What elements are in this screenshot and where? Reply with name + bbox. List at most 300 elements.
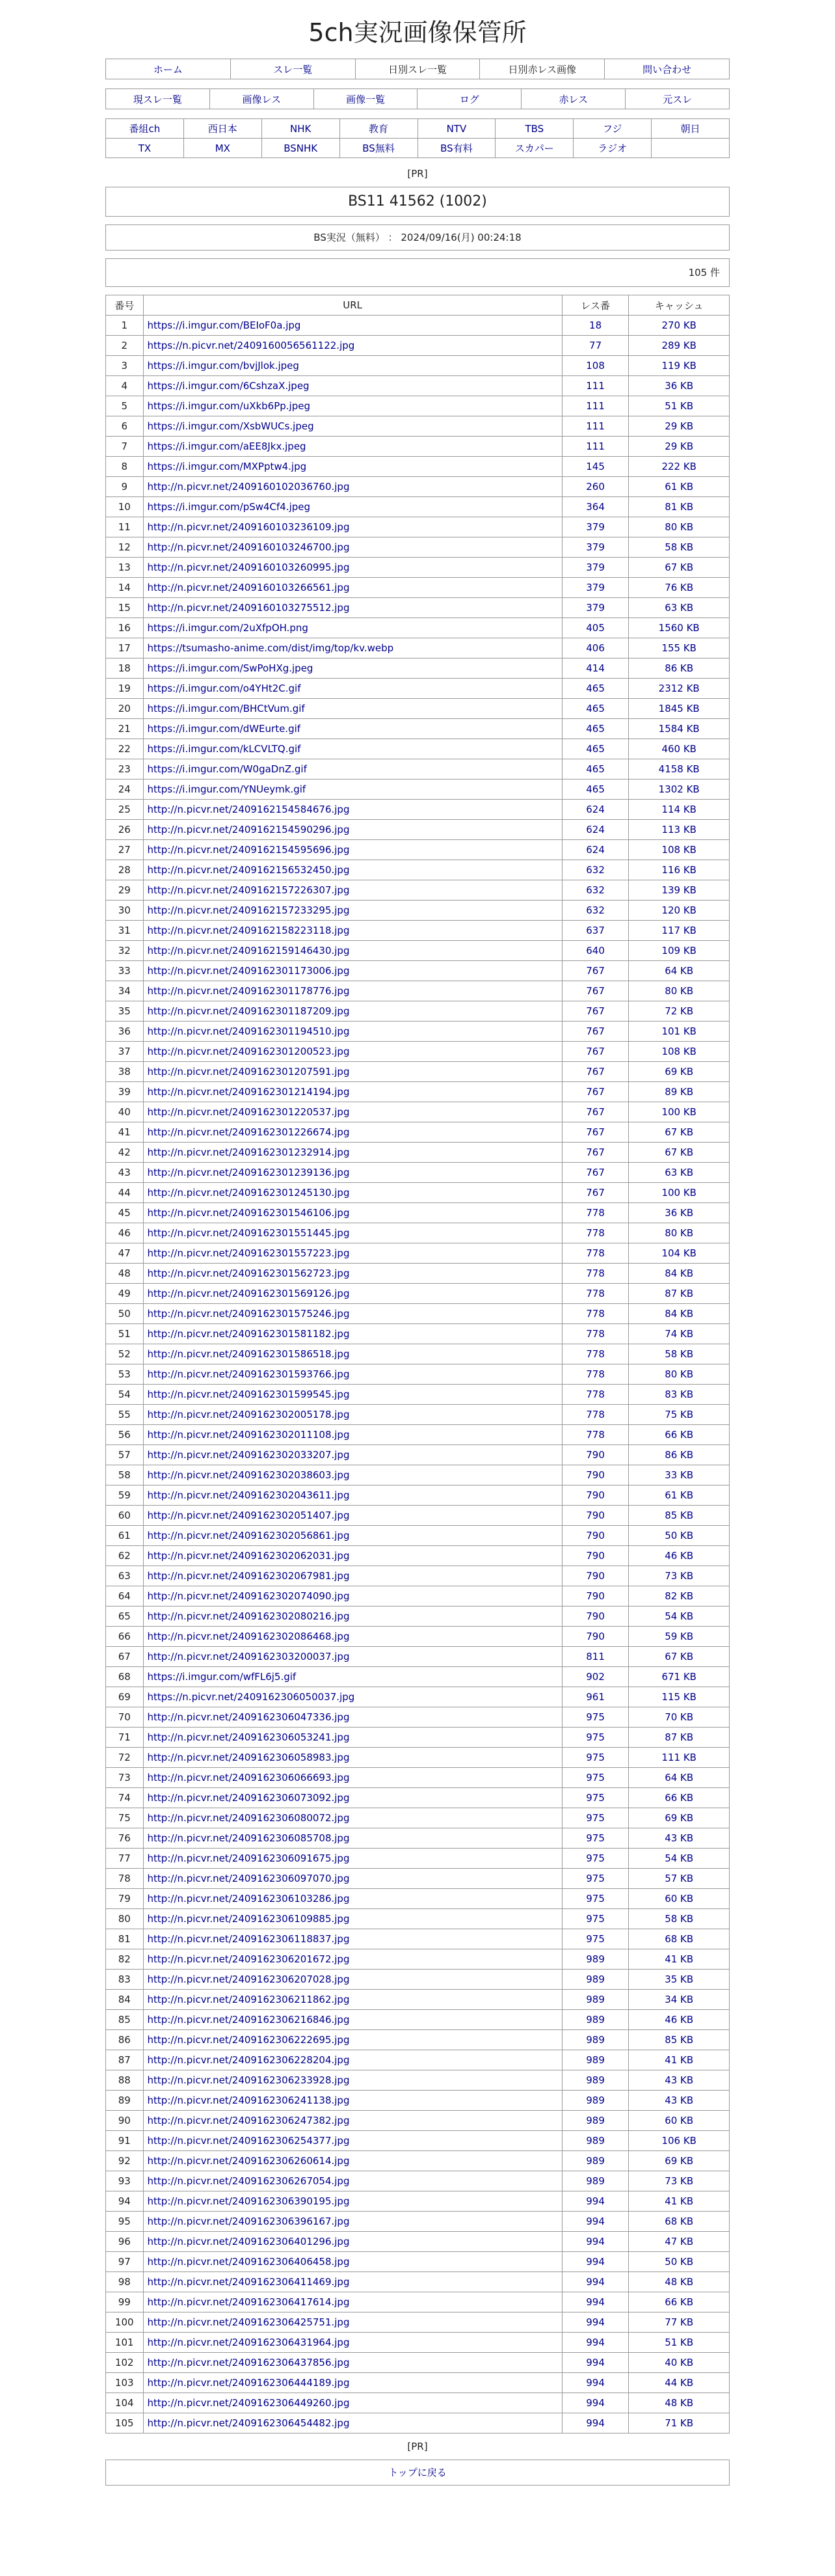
cache-size[interactable]: 155 KB bbox=[629, 638, 730, 658]
cache-size[interactable]: 72 KB bbox=[629, 1001, 730, 1022]
image-url-link[interactable]: http://n.picvr.net/2409162306053241.jpg bbox=[147, 1731, 350, 1743]
nav-link[interactable]: 現スレ一覧 bbox=[133, 93, 182, 105]
image-url-link[interactable]: http://n.picvr.net/2409162302011108.jpg bbox=[147, 1429, 350, 1441]
cache-size[interactable]: 70 KB bbox=[629, 1707, 730, 1728]
cache-size[interactable]: 51 KB bbox=[629, 396, 730, 416]
res-number[interactable]: 637 bbox=[562, 921, 629, 941]
cache-size[interactable]: 69 KB bbox=[629, 1062, 730, 1082]
cache-size[interactable]: 460 KB bbox=[629, 739, 730, 759]
cache-size[interactable]: 67 KB bbox=[629, 1122, 730, 1143]
cache-size[interactable]: 41 KB bbox=[629, 1949, 730, 1970]
cache-size[interactable]: 41 KB bbox=[629, 2050, 730, 2070]
image-url-link[interactable]: https://i.imgur.com/SwPoHXg.jpeg bbox=[147, 662, 313, 674]
image-url-link[interactable]: http://n.picvr.net/2409162302067981.jpg bbox=[147, 1570, 350, 1582]
res-number[interactable]: 902 bbox=[562, 1667, 629, 1687]
image-url-link[interactable]: http://n.picvr.net/2409162306449260.jpg bbox=[147, 2397, 350, 2409]
res-number[interactable]: 405 bbox=[562, 618, 629, 638]
channel-cell[interactable] bbox=[418, 139, 496, 158]
nav-link[interactable]: 問い合わせ bbox=[643, 63, 692, 75]
nav-cell[interactable] bbox=[313, 89, 418, 109]
res-number[interactable]: 989 bbox=[562, 2070, 629, 2091]
res-number[interactable]: 994 bbox=[562, 2212, 629, 2232]
cache-size[interactable]: 115 KB bbox=[629, 1687, 730, 1707]
cache-size[interactable]: 75 KB bbox=[629, 1405, 730, 1425]
res-number[interactable]: 989 bbox=[562, 2111, 629, 2131]
cache-size[interactable]: 41 KB bbox=[629, 2191, 730, 2212]
channel-link[interactable]: スカパー bbox=[514, 142, 554, 154]
image-url-link[interactable]: http://n.picvr.net/2409162301557223.jpg bbox=[147, 1247, 350, 1259]
image-url-link[interactable]: http://n.picvr.net/2409162154590296.jpg bbox=[147, 824, 350, 835]
res-number[interactable]: 108 bbox=[562, 356, 629, 376]
res-number[interactable]: 111 bbox=[562, 396, 629, 416]
cache-size[interactable]: 69 KB bbox=[629, 2151, 730, 2171]
res-number[interactable]: 465 bbox=[562, 679, 629, 699]
res-number[interactable]: 778 bbox=[562, 1223, 629, 1243]
image-url-link[interactable]: http://n.picvr.net/2409162158223118.jpg bbox=[147, 925, 350, 936]
image-url-link[interactable]: https://i.imgur.com/wfFL6j5.gif bbox=[147, 1671, 297, 1683]
image-url-link[interactable]: http://n.picvr.net/2409162157233295.jpg bbox=[147, 904, 350, 916]
image-url-link[interactable]: https://i.imgur.com/YNUeymk.gif bbox=[147, 783, 306, 795]
res-number[interactable]: 465 bbox=[562, 759, 629, 780]
channel-link[interactable]: MX bbox=[215, 142, 230, 154]
cache-size[interactable]: 87 KB bbox=[629, 1728, 730, 1748]
image-url-link[interactable]: http://n.picvr.net/2409162301575246.jpg bbox=[147, 1308, 350, 1320]
channel-link[interactable]: 西日本 bbox=[207, 123, 237, 135]
image-url-link[interactable]: http://n.picvr.net/2409162306103286.jpg bbox=[147, 1893, 350, 1905]
image-url-link[interactable]: http://n.picvr.net/2409162301232914.jpg bbox=[147, 1146, 350, 1158]
res-number[interactable]: 767 bbox=[562, 1183, 629, 1203]
image-url-link[interactable]: http://n.picvr.net/2409162302080216.jpg bbox=[147, 1610, 350, 1622]
res-number[interactable]: 632 bbox=[562, 901, 629, 921]
nav-link[interactable]: 画像一覧 bbox=[346, 93, 386, 105]
cache-size[interactable]: 106 KB bbox=[629, 2131, 730, 2151]
cache-size[interactable]: 73 KB bbox=[629, 1566, 730, 1586]
image-url-link[interactable]: https://i.imgur.com/kLCVLTQ.gif bbox=[147, 743, 301, 755]
res-number[interactable]: 778 bbox=[562, 1243, 629, 1264]
image-url-link[interactable]: http://n.picvr.net/2409162306097070.jpg bbox=[147, 1873, 350, 1884]
image-url-link[interactable]: http://n.picvr.net/2409162306047336.jpg bbox=[147, 1711, 350, 1723]
back-to-top[interactable] bbox=[105, 2460, 730, 2486]
cache-size[interactable]: 58 KB bbox=[629, 1909, 730, 1929]
cache-size[interactable]: 67 KB bbox=[629, 1647, 730, 1667]
cache-size[interactable]: 89 KB bbox=[629, 1082, 730, 1102]
channel-link[interactable]: TBS bbox=[525, 122, 544, 135]
res-number[interactable]: 989 bbox=[562, 1949, 629, 1970]
image-url-link[interactable]: http://n.picvr.net/2409162306260614.jpg bbox=[147, 2155, 350, 2167]
image-url-link[interactable]: http://n.picvr.net/2409162301239136.jpg bbox=[147, 1167, 350, 1178]
cache-size[interactable]: 100 KB bbox=[629, 1183, 730, 1203]
res-number[interactable]: 790 bbox=[562, 1465, 629, 1485]
image-url-link[interactable]: http://n.picvr.net/2409162301187209.jpg bbox=[147, 1005, 350, 1017]
res-number[interactable]: 975 bbox=[562, 1889, 629, 1909]
image-url-link[interactable]: http://n.picvr.net/2409162302074090.jpg bbox=[147, 1590, 350, 1602]
channel-cell[interactable] bbox=[339, 119, 418, 139]
res-number[interactable]: 961 bbox=[562, 1687, 629, 1707]
res-number[interactable]: 790 bbox=[562, 1607, 629, 1627]
image-url-link[interactable]: http://n.picvr.net/2409160102036760.jpg bbox=[147, 481, 350, 493]
res-number[interactable]: 994 bbox=[562, 2272, 629, 2292]
image-url-link[interactable]: http://n.picvr.net/2409162157226307.jpg bbox=[147, 884, 350, 896]
cache-size[interactable]: 57 KB bbox=[629, 1869, 730, 1889]
cache-size[interactable]: 85 KB bbox=[629, 1506, 730, 1526]
channel-link[interactable]: 番組ch bbox=[129, 123, 161, 135]
res-number[interactable]: 778 bbox=[562, 1304, 629, 1324]
cache-size[interactable]: 117 KB bbox=[629, 921, 730, 941]
res-number[interactable]: 111 bbox=[562, 416, 629, 437]
cache-size[interactable]: 50 KB bbox=[629, 2252, 730, 2272]
res-number[interactable]: 767 bbox=[562, 961, 629, 981]
cache-size[interactable]: 80 KB bbox=[629, 517, 730, 537]
cache-size[interactable]: 2312 KB bbox=[629, 679, 730, 699]
res-number[interactable]: 778 bbox=[562, 1385, 629, 1405]
cache-size[interactable]: 35 KB bbox=[629, 1970, 730, 1990]
res-number[interactable]: 975 bbox=[562, 1849, 629, 1869]
res-number[interactable]: 465 bbox=[562, 699, 629, 719]
image-url-link[interactable]: http://n.picvr.net/2409162306431964.jpg bbox=[147, 2337, 350, 2348]
image-url-link[interactable]: http://n.picvr.net/2409160103246700.jpg bbox=[147, 541, 350, 553]
channel-cell[interactable] bbox=[574, 139, 652, 158]
cache-size[interactable]: 34 KB bbox=[629, 1990, 730, 2010]
res-number[interactable]: 994 bbox=[562, 2393, 629, 2413]
res-number[interactable]: 767 bbox=[562, 981, 629, 1001]
image-url-link[interactable]: http://n.picvr.net/2409162302051407.jpg bbox=[147, 1510, 350, 1521]
cache-size[interactable]: 270 KB bbox=[629, 316, 730, 336]
image-url-link[interactable]: http://n.picvr.net/2409162301200523.jpg bbox=[147, 1046, 350, 1057]
res-number[interactable]: 379 bbox=[562, 578, 629, 598]
image-url-link[interactable]: http://n.picvr.net/2409162302005178.jpg bbox=[147, 1409, 350, 1420]
res-number[interactable]: 994 bbox=[562, 2413, 629, 2434]
res-number[interactable]: 778 bbox=[562, 1405, 629, 1425]
res-number[interactable]: 989 bbox=[562, 2010, 629, 2030]
nav-cell[interactable] bbox=[605, 59, 730, 79]
image-url-link[interactable]: http://n.picvr.net/2409162306444189.jpg bbox=[147, 2377, 350, 2389]
channel-cell[interactable] bbox=[652, 119, 730, 139]
image-url-link[interactable]: http://n.picvr.net/2409162154595696.jpg bbox=[147, 844, 350, 856]
image-url-link[interactable]: https://i.imgur.com/dWEurte.gif bbox=[147, 723, 301, 735]
cache-size[interactable]: 43 KB bbox=[629, 1828, 730, 1849]
cache-size[interactable]: 1302 KB bbox=[629, 780, 730, 800]
cache-size[interactable]: 80 KB bbox=[629, 981, 730, 1001]
cache-size[interactable]: 222 KB bbox=[629, 457, 730, 477]
res-number[interactable]: 778 bbox=[562, 1264, 629, 1284]
cache-size[interactable]: 84 KB bbox=[629, 1264, 730, 1284]
cache-size[interactable]: 76 KB bbox=[629, 578, 730, 598]
res-number[interactable]: 975 bbox=[562, 1707, 629, 1728]
channel-link[interactable]: TX bbox=[138, 142, 152, 154]
channel-cell[interactable] bbox=[183, 139, 261, 158]
image-url-link[interactable]: http://n.picvr.net/2409160103236109.jpg bbox=[147, 521, 350, 533]
image-url-link[interactable]: https://i.imgur.com/XsbWUCs.jpeg bbox=[147, 420, 314, 432]
res-number[interactable]: 989 bbox=[562, 2050, 629, 2070]
cache-size[interactable]: 109 KB bbox=[629, 941, 730, 961]
channel-cell[interactable] bbox=[339, 139, 418, 158]
image-url-link[interactable]: http://n.picvr.net/2409162306091675.jpg bbox=[147, 1852, 350, 1864]
res-number[interactable]: 989 bbox=[562, 2131, 629, 2151]
image-url-link[interactable]: http://n.picvr.net/2409162306207028.jpg bbox=[147, 1973, 350, 1985]
image-url-link[interactable]: https://i.imgur.com/MXPptw4.jpg bbox=[147, 461, 307, 472]
res-number[interactable]: 989 bbox=[562, 2030, 629, 2050]
image-url-link[interactable]: http://n.picvr.net/2409162301226674.jpg bbox=[147, 1126, 350, 1138]
cache-size[interactable]: 87 KB bbox=[629, 1284, 730, 1304]
res-number[interactable]: 989 bbox=[562, 2151, 629, 2171]
cache-size[interactable]: 46 KB bbox=[629, 2010, 730, 2030]
nav-cell[interactable] bbox=[209, 89, 313, 109]
image-url-link[interactable]: http://n.picvr.net/2409162301569126.jpg bbox=[147, 1288, 350, 1299]
cache-size[interactable]: 43 KB bbox=[629, 2091, 730, 2111]
res-number[interactable]: 790 bbox=[562, 1546, 629, 1566]
cache-size[interactable]: 289 KB bbox=[629, 336, 730, 356]
image-url-link[interactable]: http://n.picvr.net/2409162301245130.jpg bbox=[147, 1187, 350, 1199]
res-number[interactable]: 994 bbox=[562, 2292, 629, 2312]
res-number[interactable]: 975 bbox=[562, 1869, 629, 1889]
res-number[interactable]: 632 bbox=[562, 880, 629, 901]
image-url-link[interactable]: http://n.picvr.net/2409162306073092.jpg bbox=[147, 1792, 350, 1804]
image-url-link[interactable]: http://n.picvr.net/2409162154584676.jpg bbox=[147, 804, 350, 815]
res-number[interactable]: 994 bbox=[562, 2232, 629, 2252]
image-url-link[interactable]: http://n.picvr.net/2409162306085708.jpg bbox=[147, 1832, 350, 1844]
cache-size[interactable]: 111 KB bbox=[629, 1748, 730, 1768]
res-number[interactable]: 989 bbox=[562, 1970, 629, 1990]
channel-cell[interactable] bbox=[418, 119, 496, 139]
res-number[interactable]: 767 bbox=[562, 1042, 629, 1062]
res-number[interactable]: 624 bbox=[562, 820, 629, 840]
channel-link[interactable]: 教育 bbox=[369, 123, 389, 135]
cache-size[interactable]: 101 KB bbox=[629, 1022, 730, 1042]
channel-link[interactable]: BS無料 bbox=[362, 142, 395, 154]
image-url-link[interactable]: http://n.picvr.net/2409162301173006.jpg bbox=[147, 965, 350, 977]
cache-size[interactable]: 67 KB bbox=[629, 1143, 730, 1163]
image-url-link[interactable]: http://n.picvr.net/2409162306267054.jpg bbox=[147, 2175, 350, 2187]
image-url-link[interactable]: http://n.picvr.net/2409162302086468.jpg bbox=[147, 1631, 350, 1642]
res-number[interactable]: 975 bbox=[562, 1909, 629, 1929]
cache-size[interactable]: 80 KB bbox=[629, 1223, 730, 1243]
cache-size[interactable]: 47 KB bbox=[629, 2232, 730, 2252]
nav-cell[interactable] bbox=[106, 89, 210, 109]
res-number[interactable]: 767 bbox=[562, 1102, 629, 1122]
cache-size[interactable]: 63 KB bbox=[629, 1163, 730, 1183]
image-url-link[interactable]: http://n.picvr.net/2409162303200037.jpg bbox=[147, 1651, 350, 1662]
nav-cell[interactable] bbox=[230, 59, 355, 79]
res-number[interactable]: 767 bbox=[562, 1001, 629, 1022]
res-number[interactable]: 379 bbox=[562, 537, 629, 558]
image-url-link[interactable]: https://n.picvr.net/2409160056561122.jpg bbox=[147, 340, 355, 351]
res-number[interactable]: 260 bbox=[562, 477, 629, 497]
image-url-link[interactable]: http://n.picvr.net/2409162301546106.jpg bbox=[147, 1207, 350, 1219]
image-url-link[interactable]: http://n.picvr.net/2409162302033207.jpg bbox=[147, 1449, 350, 1461]
cache-size[interactable]: 1845 KB bbox=[629, 699, 730, 719]
image-url-link[interactable]: http://n.picvr.net/2409162306080072.jpg bbox=[147, 1812, 350, 1824]
cache-size[interactable]: 86 KB bbox=[629, 658, 730, 679]
res-number[interactable]: 975 bbox=[562, 1748, 629, 1768]
image-url-link[interactable]: https://i.imgur.com/pSw4Cf4.jpeg bbox=[147, 501, 311, 513]
image-url-link[interactable]: http://n.picvr.net/2409162306118837.jpg bbox=[147, 1933, 350, 1945]
cache-size[interactable]: 108 KB bbox=[629, 1042, 730, 1062]
cache-size[interactable]: 80 KB bbox=[629, 1364, 730, 1385]
image-url-link[interactable]: http://n.picvr.net/2409162301581182.jpg bbox=[147, 1328, 350, 1340]
res-number[interactable]: 111 bbox=[562, 376, 629, 396]
image-url-link[interactable]: http://n.picvr.net/2409162301194510.jpg bbox=[147, 1025, 350, 1037]
cache-size[interactable]: 59 KB bbox=[629, 1627, 730, 1647]
channel-link[interactable]: BSNHK bbox=[284, 142, 318, 154]
image-url-link[interactable]: https://n.picvr.net/2409162306050037.jpg bbox=[147, 1691, 355, 1703]
channel-link[interactable]: NHK bbox=[290, 122, 311, 135]
channel-link[interactable]: 朝日 bbox=[680, 123, 700, 135]
cache-size[interactable]: 58 KB bbox=[629, 537, 730, 558]
cache-size[interactable]: 120 KB bbox=[629, 901, 730, 921]
res-number[interactable]: 414 bbox=[562, 658, 629, 679]
res-number[interactable]: 790 bbox=[562, 1485, 629, 1506]
res-number[interactable]: 811 bbox=[562, 1647, 629, 1667]
cache-size[interactable]: 82 KB bbox=[629, 1586, 730, 1607]
image-url-link[interactable]: http://n.picvr.net/2409162302056861.jpg bbox=[147, 1530, 350, 1541]
cache-size[interactable]: 86 KB bbox=[629, 1445, 730, 1465]
res-number[interactable]: 975 bbox=[562, 1929, 629, 1949]
res-number[interactable]: 145 bbox=[562, 457, 629, 477]
res-number[interactable]: 790 bbox=[562, 1526, 629, 1546]
cache-size[interactable]: 63 KB bbox=[629, 598, 730, 618]
image-url-link[interactable]: http://n.picvr.net/2409162306454482.jpg bbox=[147, 2417, 350, 2429]
res-number[interactable]: 624 bbox=[562, 800, 629, 820]
res-number[interactable]: 994 bbox=[562, 2373, 629, 2393]
res-number[interactable]: 778 bbox=[562, 1344, 629, 1364]
nav-link[interactable]: ホーム bbox=[153, 63, 183, 75]
res-number[interactable]: 994 bbox=[562, 2252, 629, 2272]
res-number[interactable]: 364 bbox=[562, 497, 629, 517]
image-url-link[interactable]: http://n.picvr.net/2409162306211862.jpg bbox=[147, 1994, 350, 2005]
res-number[interactable]: 632 bbox=[562, 860, 629, 880]
image-url-link[interactable]: http://n.picvr.net/2409160103266561.jpg bbox=[147, 582, 350, 593]
channel-cell[interactable] bbox=[106, 139, 184, 158]
image-url-link[interactable]: http://n.picvr.net/2409162306417614.jpg bbox=[147, 2296, 350, 2308]
res-number[interactable]: 790 bbox=[562, 1586, 629, 1607]
channel-link[interactable]: フジ bbox=[602, 123, 622, 135]
res-number[interactable]: 111 bbox=[562, 437, 629, 457]
image-url-link[interactable]: http://n.picvr.net/2409162306411469.jpg bbox=[147, 2276, 350, 2288]
image-url-link[interactable]: https://i.imgur.com/6CshzaX.jpeg bbox=[147, 380, 310, 392]
cache-size[interactable]: 71 KB bbox=[629, 2413, 730, 2434]
image-url-link[interactable]: http://n.picvr.net/2409162306201672.jpg bbox=[147, 1953, 350, 1965]
image-url-link[interactable]: https://i.imgur.com/BHCtVum.gif bbox=[147, 703, 305, 714]
cache-size[interactable]: 51 KB bbox=[629, 2333, 730, 2353]
cache-size[interactable]: 64 KB bbox=[629, 1768, 730, 1788]
res-number[interactable]: 640 bbox=[562, 941, 629, 961]
res-number[interactable]: 994 bbox=[562, 2191, 629, 2212]
cache-size[interactable]: 50 KB bbox=[629, 1526, 730, 1546]
res-number[interactable]: 465 bbox=[562, 719, 629, 739]
res-number[interactable]: 975 bbox=[562, 1768, 629, 1788]
image-url-link[interactable]: http://n.picvr.net/2409162306401296.jpg bbox=[147, 2236, 350, 2247]
image-url-link[interactable]: http://n.picvr.net/2409162302043611.jpg bbox=[147, 1489, 350, 1501]
cache-size[interactable]: 61 KB bbox=[629, 477, 730, 497]
channel-cell[interactable] bbox=[261, 119, 339, 139]
nav-cell[interactable] bbox=[522, 89, 626, 109]
res-number[interactable]: 767 bbox=[562, 1143, 629, 1163]
channel-cell[interactable] bbox=[496, 119, 574, 139]
cache-size[interactable]: 139 KB bbox=[629, 880, 730, 901]
cache-size[interactable]: 671 KB bbox=[629, 1667, 730, 1687]
res-number[interactable]: 994 bbox=[562, 2312, 629, 2333]
nav-link[interactable]: ログ bbox=[459, 93, 479, 105]
cache-size[interactable]: 54 KB bbox=[629, 1849, 730, 1869]
image-url-link[interactable]: http://n.picvr.net/2409162306058983.jpg bbox=[147, 1752, 350, 1763]
image-url-link[interactable]: https://i.imgur.com/aEE8Jkx.jpeg bbox=[147, 441, 306, 452]
image-url-link[interactable]: http://n.picvr.net/2409162306109885.jpg bbox=[147, 1913, 350, 1925]
image-url-link[interactable]: http://n.picvr.net/2409162159146430.jpg bbox=[147, 945, 350, 956]
nav-link[interactable]: 元スレ bbox=[663, 93, 693, 105]
res-number[interactable]: 465 bbox=[562, 780, 629, 800]
image-url-link[interactable]: http://n.picvr.net/2409162306396167.jpg bbox=[147, 2216, 350, 2227]
image-url-link[interactable]: http://n.picvr.net/2409162306233928.jpg bbox=[147, 2074, 350, 2086]
cache-size[interactable]: 29 KB bbox=[629, 437, 730, 457]
cache-size[interactable]: 66 KB bbox=[629, 1425, 730, 1445]
cache-size[interactable]: 60 KB bbox=[629, 1889, 730, 1909]
res-number[interactable]: 989 bbox=[562, 2171, 629, 2191]
channel-cell[interactable] bbox=[574, 119, 652, 139]
cache-size[interactable]: 68 KB bbox=[629, 2212, 730, 2232]
res-number[interactable]: 624 bbox=[562, 840, 629, 860]
cache-size[interactable]: 85 KB bbox=[629, 2030, 730, 2050]
nav-link[interactable]: 赤レス bbox=[559, 93, 588, 105]
image-url-link[interactable]: http://n.picvr.net/2409162301220537.jpg bbox=[147, 1106, 350, 1118]
cache-size[interactable]: 46 KB bbox=[629, 1546, 730, 1566]
cache-size[interactable]: 104 KB bbox=[629, 1243, 730, 1264]
nav-cell[interactable] bbox=[626, 89, 730, 109]
image-url-link[interactable]: http://n.picvr.net/2409162301178776.jpg bbox=[147, 985, 350, 997]
image-url-link[interactable]: http://n.picvr.net/2409162302038603.jpg bbox=[147, 1469, 350, 1481]
cache-size[interactable]: 44 KB bbox=[629, 2373, 730, 2393]
image-url-link[interactable]: https://i.imgur.com/bvjJlok.jpeg bbox=[147, 360, 299, 372]
image-url-link[interactable]: http://n.picvr.net/2409162301214194.jpg bbox=[147, 1086, 350, 1098]
res-number[interactable]: 989 bbox=[562, 1990, 629, 2010]
cache-size[interactable]: 74 KB bbox=[629, 1324, 730, 1344]
image-url-link[interactable]: http://n.picvr.net/2409162306241138.jpg bbox=[147, 2095, 350, 2106]
cache-size[interactable]: 68 KB bbox=[629, 1929, 730, 1949]
res-number[interactable]: 379 bbox=[562, 558, 629, 578]
image-url-link[interactable]: http://n.picvr.net/2409162306406458.jpg bbox=[147, 2256, 350, 2268]
cache-size[interactable]: 36 KB bbox=[629, 1203, 730, 1223]
image-url-link[interactable]: http://n.picvr.net/2409162301586518.jpg bbox=[147, 1348, 350, 1360]
channel-link[interactable]: ラジオ bbox=[598, 142, 628, 154]
image-url-link[interactable]: https://tsumasho-anime.com/dist/img/top/kv.webp bbox=[147, 642, 394, 654]
cache-size[interactable]: 66 KB bbox=[629, 2292, 730, 2312]
res-number[interactable]: 767 bbox=[562, 1022, 629, 1042]
nav-cell[interactable] bbox=[418, 89, 522, 109]
image-url-link[interactable]: http://n.picvr.net/2409162302062031.jpg bbox=[147, 1550, 350, 1562]
image-url-link[interactable]: http://n.picvr.net/2409162301551445.jpg bbox=[147, 1227, 350, 1239]
cache-size[interactable]: 64 KB bbox=[629, 961, 730, 981]
image-url-link[interactable]: http://n.picvr.net/2409162301593766.jpg bbox=[147, 1368, 350, 1380]
res-number[interactable]: 975 bbox=[562, 1828, 629, 1849]
channel-link[interactable]: NTV bbox=[446, 122, 467, 135]
channel-link[interactable]: BS有料 bbox=[440, 142, 473, 154]
cache-size[interactable]: 73 KB bbox=[629, 2171, 730, 2191]
res-number[interactable]: 767 bbox=[562, 1122, 629, 1143]
cache-size[interactable]: 54 KB bbox=[629, 1607, 730, 1627]
channel-cell[interactable] bbox=[261, 139, 339, 158]
res-number[interactable]: 379 bbox=[562, 517, 629, 537]
res-number[interactable]: 994 bbox=[562, 2353, 629, 2373]
res-number[interactable]: 790 bbox=[562, 1566, 629, 1586]
cache-size[interactable]: 108 KB bbox=[629, 840, 730, 860]
image-url-link[interactable]: http://n.picvr.net/2409162306228204.jpg bbox=[147, 2054, 350, 2066]
cache-size[interactable]: 84 KB bbox=[629, 1304, 730, 1324]
image-url-link[interactable]: https://i.imgur.com/2uXfpOH.png bbox=[147, 622, 308, 634]
cache-size[interactable]: 77 KB bbox=[629, 2312, 730, 2333]
image-url-link[interactable]: http://n.picvr.net/2409162306216846.jpg bbox=[147, 2014, 350, 2026]
cache-size[interactable]: 1560 KB bbox=[629, 618, 730, 638]
cache-size[interactable]: 81 KB bbox=[629, 497, 730, 517]
res-number[interactable]: 767 bbox=[562, 1082, 629, 1102]
